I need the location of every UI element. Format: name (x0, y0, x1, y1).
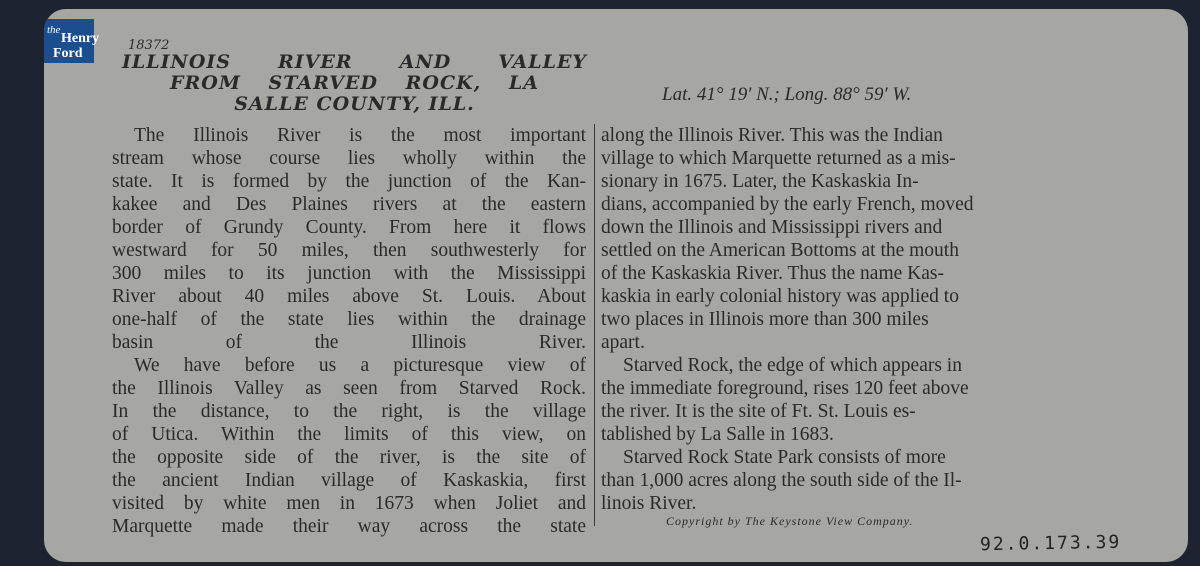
text-line: River about 40 miles above St. Louis. About (112, 286, 586, 307)
coordinates: Lat. 41° 19′ N.; Long. 88° 59′ W. (662, 84, 912, 105)
text-line: westward for 50 miles, then southwesterly for (112, 240, 586, 261)
logo-ford: Ford (53, 46, 83, 61)
text-line: stream whose course lies wholly within the (112, 148, 586, 169)
text-line: Marquette made their way across the state (112, 516, 586, 537)
column-divider (594, 124, 595, 526)
text-line: than 1,000 acres along the south side of the Il- (601, 470, 962, 491)
logo-henry: Henry (61, 31, 100, 46)
title-line: ILLINOIS RIVER AND VALLEY (122, 51, 587, 73)
text-line: settled on the American Bottoms at the mouth (601, 240, 959, 261)
text-line: Starved Rock, the edge of which appears in (623, 355, 962, 376)
text-line: the Illinois Valley as seen from Starved Rock. (112, 378, 586, 399)
text-line: village to which Marquette returned as a mis- (601, 148, 956, 169)
copyright-notice: Copyright by The Keystone View Company. (666, 514, 914, 528)
paragraph (601, 124, 1077, 354)
title-line: FROM STARVED ROCK, LA (170, 72, 539, 94)
text-line: the ancient Indian village of Kaskaskia, first (112, 470, 586, 491)
text-line: visited by white men in 1673 when Joliet and (112, 493, 586, 514)
henry-ford-logo (44, 19, 100, 63)
text-line: along the Illinois River. This was the Indian (601, 125, 943, 146)
text-line: border of Grundy County. From here it flows (112, 217, 586, 238)
text-line: We have before us a picturesque view of (134, 355, 586, 376)
text-line: apart. (601, 332, 645, 353)
text-line: the river. It is the site of Ft. St. Louis es- (601, 401, 916, 422)
accession-number: 92.0.173.39 (979, 531, 1122, 556)
text-line: sionary in 1675. Later, the Kaskaskia In- (601, 171, 919, 192)
text-line: of the Kaskaskia River. Thus the name Kas- (601, 263, 944, 284)
text-line: The Illinois River is the most important (134, 125, 586, 146)
text-line: kaskia in early colonial history was applied to (601, 286, 959, 307)
paragraph (601, 446, 1077, 515)
left-text-column (112, 124, 586, 538)
text-line: state. It is formed by the junction of the Kan- (112, 171, 586, 192)
text-line: the immediate foreground, rises 120 feet above (601, 378, 969, 399)
text-line: one-half of the state lies within the drainage (112, 309, 586, 330)
text-line: two places in Illinois more than 300 miles (601, 309, 929, 330)
text-line: dians, accompanied by the early French, moved (601, 194, 974, 215)
text-line: tablished by La Salle in 1683. (601, 424, 834, 445)
text-line: down the Illinois and Mississippi rivers and (601, 217, 943, 238)
card-title (122, 52, 587, 115)
text-line: of Utica. Within the limits of this view, on (112, 424, 586, 445)
text-line: 300 miles to its junction with the Mississippi (112, 263, 586, 284)
logo-the: the (47, 24, 61, 36)
text-line: Starved Rock State Park consists of more (623, 447, 946, 468)
catalog-number: 18372 (128, 38, 170, 53)
text-line: the opposite side of the river, is the site of (112, 447, 586, 468)
paragraph (112, 354, 586, 538)
right-text-column (601, 124, 1077, 515)
text-line: linois River. (601, 493, 697, 514)
paragraph (112, 124, 586, 354)
paragraph (601, 354, 1077, 446)
text-line: basin of the Illinois River. (112, 332, 586, 353)
title-line: SALLE COUNTY, ILL. (234, 93, 475, 115)
text-line: kakee and Des Plaines rivers at the eastern (112, 194, 586, 215)
text-line: In the distance, to the right, is the village (112, 401, 586, 422)
